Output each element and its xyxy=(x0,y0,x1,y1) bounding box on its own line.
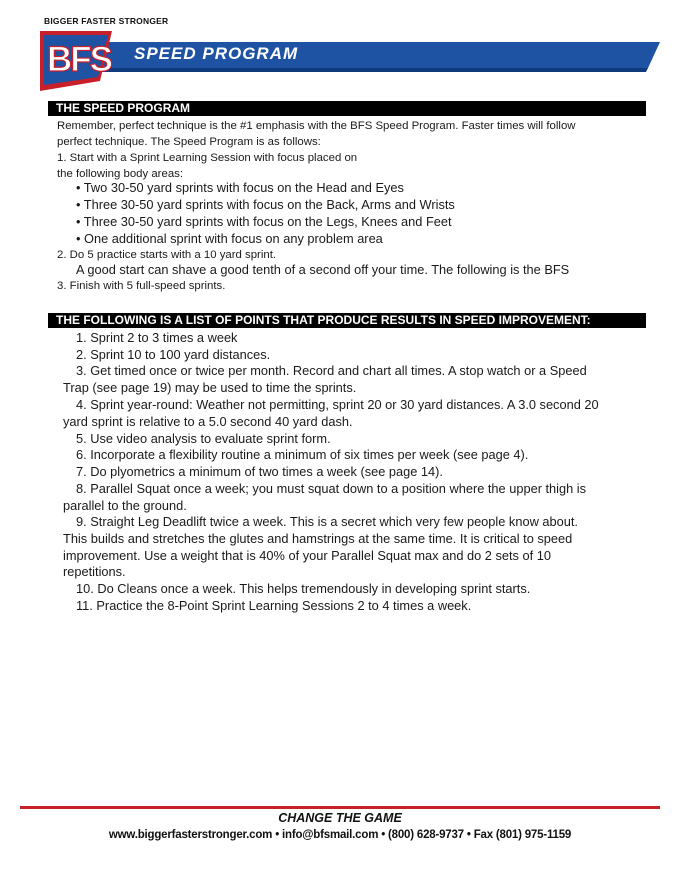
point-line: 4. Sprint year-round: Weather not permitting, sprint 20 or 30 yard distances. A 3.0 second 20 xyxy=(76,397,599,412)
footer-slogan: CHANGE THE GAME xyxy=(278,811,402,825)
start-note: A good start can shave a good tenth of a second off your time. The following is the BFS xyxy=(76,262,570,277)
point-line: 8. Parallel Squat once a week; you must squat down to a position where the upper thigh is xyxy=(76,481,587,496)
point-line: 5. Use video analysis to evaluate sprint form. xyxy=(76,431,331,446)
point-line: 9. Straight Leg Deadlift twice a week. This is a secret which very few people know about. xyxy=(76,514,578,529)
point-line: improvement. Use a weight that is 40% of your Parallel Squat max and do 2 sets of 10 xyxy=(63,548,551,563)
step-1-line-1: 1. Start with a Sprint Learning Session with focus placed on xyxy=(57,152,358,164)
footer-divider xyxy=(20,806,660,809)
bullet-head-eyes: • Two 30-50 yard sprints with focus on the Head and Eyes xyxy=(76,180,404,195)
step-3: 3. Finish with 5 full-speed sprints. xyxy=(57,280,226,292)
point-line: 6. Incorporate a flexibility routine a minimum of six times per week (see page 4). xyxy=(76,447,529,462)
footer-contact: www.biggerfasterstronger.com • info@bfsmail.com • (800) 628-9737 • Fax (801) 975-1159 xyxy=(108,829,572,841)
page-header xyxy=(0,0,680,100)
point-line: 1. Sprint 2 to 3 times a week xyxy=(76,330,238,345)
brand-name: BIGGER FASTER STRONGER xyxy=(44,16,169,26)
section-heading-speed-program: THE SPEED PROGRAM xyxy=(48,101,646,116)
point-line: 2. Sprint 10 to 100 yard distances. xyxy=(76,347,271,362)
point-line: parallel to the ground. xyxy=(63,498,187,513)
point-line: 3. Get timed once or twice per month. Record and chart all times. A stop watch or a Speed xyxy=(76,363,587,378)
point-line: repetitions. xyxy=(63,564,126,579)
point-line: 7. Do plyometrics a minimum of two times a week (see page 14). xyxy=(76,464,443,479)
page-title: SPEED PROGRAM xyxy=(134,44,299,63)
intro-line-1: Remember, perfect technique is the #1 emphasis with the BFS Speed Program. Faster times will follow xyxy=(57,120,576,132)
bullet-back-arms: • Three 30-50 yard sprints with focus on the Back, Arms and Wrists xyxy=(76,197,455,212)
point-line: yard sprint is relative to a 5.0 second 40 yard dash. xyxy=(63,414,353,429)
bullet-legs-feet: • Three 30-50 yard sprints with focus on the Legs, Knees and Feet xyxy=(76,214,452,229)
bfs-logo xyxy=(40,25,124,95)
bullet-problem-area: • One additional sprint with focus on any problem area xyxy=(76,231,383,246)
svg-text:BFS: BFS xyxy=(47,40,111,79)
step-2: 2. Do 5 practice starts with a 10 yard sprint. xyxy=(57,249,277,261)
step-1-line-2: the following body areas: xyxy=(57,168,184,180)
point-line: 10. Do Cleans once a week. This helps tremendously in developing sprint starts. xyxy=(76,581,531,596)
point-line: 11. Practice the 8-Point Sprint Learning Sessions 2 to 4 times a week. xyxy=(76,598,472,613)
point-line: This builds and stretches the glutes and hamstrings at the same time. It is critical to speed xyxy=(63,531,573,546)
section-heading-speed-points: THE FOLLOWING IS A LIST OF POINTS THAT PRODUCE RESULTS IN SPEED IMPROVEMENT: xyxy=(48,313,646,328)
intro-line-2: perfect technique. The Speed Program is as follows: xyxy=(57,136,321,148)
point-line: Trap (see page 19) may be used to time the sprints. xyxy=(63,380,357,395)
